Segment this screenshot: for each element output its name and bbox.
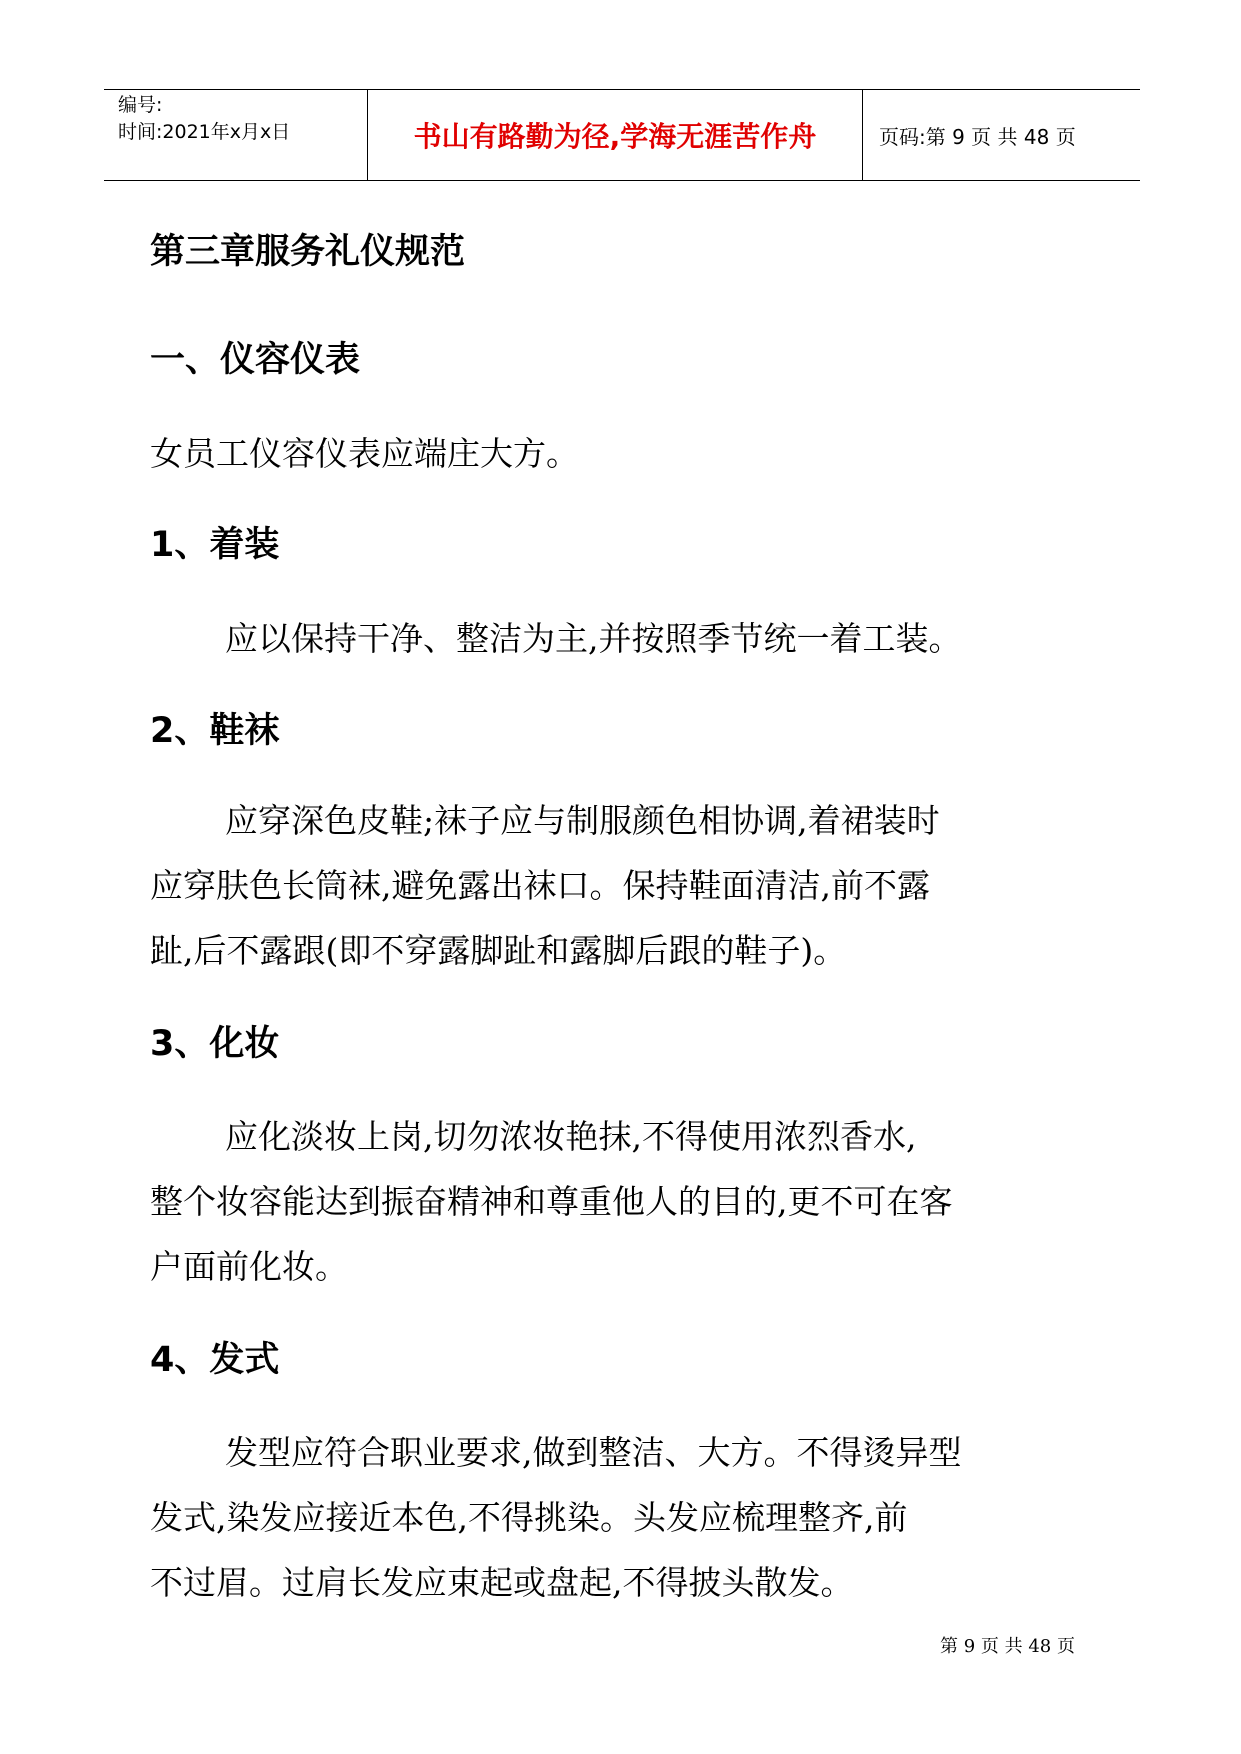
- item1-line: 应以保持干净、整洁为主,并按照季节统一着工装。: [225, 619, 962, 658]
- item2-line: 趾,后不露跟(即不穿露脚趾和露脚后跟的鞋子)。: [150, 931, 847, 970]
- item1-title: 1、着装: [150, 525, 280, 565]
- item4-title: 4、发式: [150, 1340, 280, 1380]
- item4-line: 发式,染发应接近本色,不得挑染。头发应梳理整齐,前: [150, 1498, 908, 1537]
- item3-line: 应化淡妆上岗,切勿浓妆艳抹,不得使用浓烈香水,: [225, 1117, 917, 1156]
- intro-paragraph: 女员工仪容仪表应端庄大方。: [150, 434, 579, 473]
- document-header: [104, 89, 1140, 181]
- document-time-label: 时间:2021年x月x日: [118, 121, 291, 143]
- item3-line: 整个妆容能达到振奋精神和尊重他人的目的,更不可在客: [150, 1182, 953, 1221]
- section-title: 一、仪容仪表: [150, 340, 361, 380]
- item2-line: 应穿肤色长筒袜,避免露出袜口。保持鞋面清洁,前不露: [150, 866, 930, 905]
- item2-line: 应穿深色皮鞋;袜子应与制服颜色相协调,着裙装时: [225, 801, 940, 840]
- item4-line: 发型应符合职业要求,做到整洁、大方。不得烫异型: [225, 1433, 962, 1472]
- header-meta-cell: [104, 90, 368, 180]
- item3-line: 户面前化妆。: [150, 1247, 348, 1286]
- header-page-info: 页码:第 9 页 共 48 页: [879, 125, 1076, 149]
- header-motto: 书山有路勤为径,学海无涯苦作舟: [413, 120, 817, 153]
- header-page-cell: [863, 90, 1140, 180]
- item2-title: 2、鞋袜: [150, 711, 280, 751]
- item4-line: 不过眉。过肩长发应束起或盘起,不得披头散发。: [150, 1563, 854, 1602]
- page-footer-number: 第 9 页 共 48 页: [940, 1636, 1075, 1657]
- header-motto-cell: [368, 90, 863, 180]
- item3-title: 3、化妆: [150, 1024, 280, 1064]
- document-number-label: 编号:: [118, 94, 163, 116]
- chapter-title: 第三章服务礼仪规范: [150, 232, 466, 272]
